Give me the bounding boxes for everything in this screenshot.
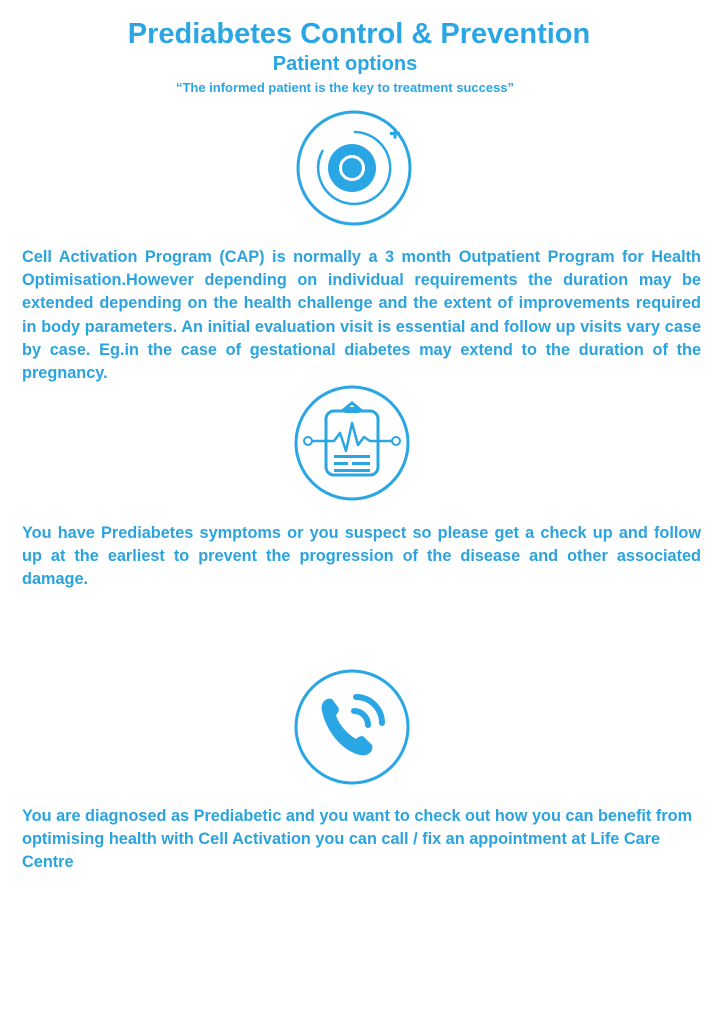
- page-subtitle: Patient options: [272, 53, 418, 75]
- page-title: Prediabetes Control & Prevention: [127, 18, 591, 50]
- lens-plus-icon: [294, 108, 414, 228]
- section-text-cap: Cell Activation Program (CAP) is normally a 3 month Outpatient Program for Health Optimisation.However depending on individual requirements the duration may be extended depending on the health challenge and the extent of improvements required in body parameters. An initial evaluation visit is essential and follow up visits vary case by case. Eg.in the case of gestational diabetes may extend to the duration of the pregnancy.: [22, 248, 701, 383]
- section-text-diagnosed: You are diagnosed as Prediabetic and you want to check out how you can benefit from optimising health with Cell Activation you can call / fix an appointment at Life Care Centre: [22, 807, 693, 872]
- page-quote: “The informed patient is the key to treatment success”: [175, 80, 515, 95]
- clipboard-heartbeat-icon: [292, 383, 412, 503]
- section-text-symptoms: You have Prediabetes symptoms or you suspect so please get a check up and follow up at the earliest to prevent the progression of the disease and other associated damage.: [22, 524, 701, 589]
- phone-call-icon: [292, 667, 412, 787]
